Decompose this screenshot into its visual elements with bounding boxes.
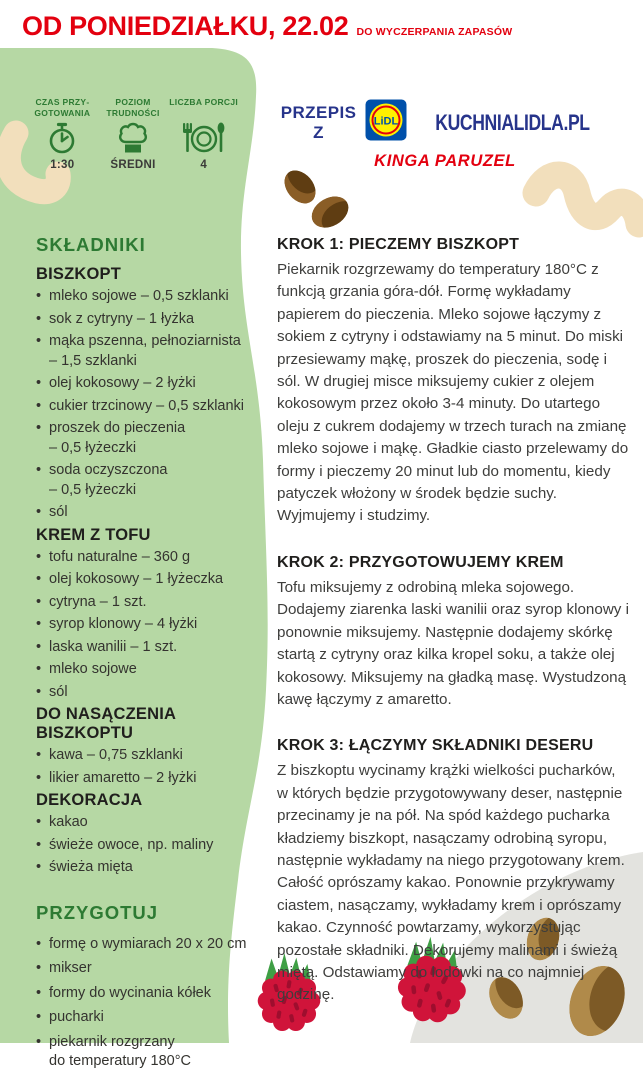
bullet: •	[36, 462, 42, 478]
list-item: • mąka pszenna, pełnoziarnista – 1,5 szklanki	[36, 333, 241, 369]
step-1	[277, 236, 629, 528]
bullet: •	[36, 747, 42, 763]
bullet: •	[36, 375, 42, 391]
bullet: •	[36, 836, 42, 853]
bullet: •	[36, 984, 42, 1001]
list-item: • mleko sojowe – 0,5 szklanki	[36, 287, 252, 307]
meta-difficulty	[98, 97, 169, 171]
meta-servings	[168, 97, 239, 171]
prepare-list	[36, 935, 252, 1072]
recipe-meta-row	[27, 97, 239, 171]
bullet: •	[36, 935, 42, 952]
list-item: • olej kokosowy – 2 łyżki	[36, 374, 252, 394]
list-item: • soda oczyszczona – 0,5 łyżeczki	[36, 462, 168, 498]
bullet: •	[36, 571, 42, 587]
lidl-logo-icon	[365, 99, 407, 146]
bullet: •	[36, 859, 42, 875]
bullet: •	[36, 420, 42, 436]
list-item: • sok z cytryny – 1 łyżka	[36, 310, 252, 330]
bullet: •	[36, 504, 42, 520]
list-item: • olej kokosowy – 1 łyżeczka	[36, 570, 252, 590]
list-item: • piekarnik rozgrzany do temperatury 180°C	[36, 1033, 192, 1069]
promo-title: OD PONIEDZIAŁKU, 22.02	[22, 11, 349, 41]
step-3	[277, 737, 629, 1006]
meta-value: ŚREDNI	[110, 159, 156, 171]
list-item: • mikser	[36, 959, 252, 979]
plate-cutlery-icon	[182, 120, 226, 156]
ingredients-column	[36, 234, 252, 1077]
group-name: KREM Z TOFU	[36, 525, 151, 544]
meta-label: POZIOM TRUDNOŚCI	[106, 97, 160, 119]
bullet: •	[36, 310, 42, 327]
list-item: • świeża mięta	[36, 858, 252, 878]
step-2	[277, 554, 629, 711]
step-body: Piekarnik rozgrzewamy do temperatury 180°C z funkcją grzania góra-dół. Formę wykładamy papierem do pieczenia. Mleko sojowe łączymy z sokiem z cytryny i odstawiamy na 5 minut. Do miski przesiewamy mąkę, proszek do pieczenia, sodę i sól. W drugiej misce miksujemy cukier z olejem kokosowym przez około 3-4 minuty. Do utartego oleju z cukrem dodajemy w trzech turach na zmianę mleko sojowe i mąkę. Gładkie ciasto przelewamy do formy i pieczemy 20 minut lub do momentu, kiedy patyczek włożony w środek będzie suchy. Wyjmujemy i studzimy.	[277, 261, 629, 525]
step-title: KROK 3: ŁĄCZYMY SKŁADNIKI DESERU	[277, 737, 594, 755]
bullet: •	[36, 814, 42, 830]
bullet: •	[36, 683, 42, 700]
bullet: •	[36, 397, 42, 414]
branding-block	[280, 99, 600, 171]
author-name: KINGA PARUZEL	[374, 152, 516, 170]
list-item: • sól	[36, 503, 252, 523]
stopwatch-icon	[46, 120, 78, 156]
ingredient-list	[36, 548, 252, 703]
list-item: • formę o wymiarach 20 x 20 cm	[36, 935, 252, 955]
group-name: BISZKOPT	[36, 265, 122, 283]
bullet: •	[36, 593, 42, 610]
svg-text:LiDL: LiDL	[374, 115, 399, 128]
list-item: • formy do wycinania kółek	[36, 984, 252, 1004]
step-body: Z biszkoptu wycinamy krążki wielkości pucharków, w których będzie przygotowywany deser, następnie przecinamy je na pół. Na spód każdego pucharka kładziemy biszkopt, nasączamy odrobiną syropu, następnie wykładamy na niego przygotowany krem. Całość oprószamy kakao. Ponownie przykrywamy ciastem, nasączamy, wykładamy krem i oprószamy kakao. Czynność powtarzamy, wykorzystując pozostałe składniki. Dekorujemy malinami i świeżą miętą. Odstawiamy do lodówki na co najmniej godzinę.	[277, 762, 625, 1004]
list-item: • syrop klonowy – 4 łyżki	[36, 615, 252, 635]
meta-value: 1:30	[50, 159, 75, 171]
meta-label: CZAS PRZYGOTOWANIA	[34, 97, 91, 119]
step-title: KROK 2: PRZYGOTOWUJEMY KREM	[277, 553, 564, 571]
list-item: • proszek do pieczenia – 0,5 łyżeczki	[36, 420, 186, 456]
steps-column	[277, 236, 629, 1033]
brand-row	[280, 99, 600, 146]
ingredient-list	[36, 813, 252, 878]
list-item: • cytryna – 1 szt.	[36, 593, 252, 613]
list-item: • cukier trzcinowy – 0,5 szklanki	[36, 397, 252, 417]
meta-label: LICZBA PORCJI	[169, 97, 239, 107]
list-item: • kakao	[36, 813, 252, 833]
ingredients-title: SKŁADNIKI	[36, 234, 146, 255]
promo-subtitle: DO WYCZERPANIA ZAPASÓW	[356, 26, 513, 38]
list-item: • świeże owoce, np. maliny	[36, 836, 252, 856]
step-body: Tofu miksujemy z odrobiną mleka sojowego. Dodajemy ziarenka laski wanilii oraz syrop klonowy i ponownie miksujemy. Następnie dodajemy skórkę startą z cytryny oraz kilka kropel soku, a także olej kokosowy. Miksujemy na gładką masę. Wystudzoną kawę łączymy z amaretto.	[277, 578, 629, 708]
brand-prefix: PRZEPIS Z	[280, 102, 357, 142]
bullet: •	[36, 288, 42, 304]
list-item: • tofu naturalne – 360 g	[36, 548, 252, 568]
bullet: •	[36, 1009, 42, 1025]
list-item: • kawa – 0,75 szklanki	[36, 746, 252, 766]
bullet: •	[36, 638, 42, 655]
promo-header	[22, 11, 512, 42]
meta-value: 4	[200, 159, 208, 171]
group-name: DO NASĄCZENIA BISZKOPTU	[36, 705, 176, 742]
bullet: •	[36, 960, 42, 976]
bullet: •	[36, 769, 42, 786]
group-name: DEKORACJA	[36, 791, 143, 809]
chef-hat-icon	[116, 120, 150, 156]
meta-prep-time	[27, 97, 98, 171]
ingredient-list	[36, 746, 252, 788]
list-item: • laska wanilii – 1 szt.	[36, 638, 252, 658]
bullet: •	[36, 1033, 42, 1050]
list-item: • sól	[36, 683, 252, 703]
step-title: KROK 1: PIECZEMY BISZKOPT	[277, 236, 520, 253]
bullet: •	[36, 333, 42, 349]
bullet: •	[36, 661, 42, 677]
bullet: •	[36, 548, 42, 565]
brand-site: KUCHNIALIDLA.PL	[435, 109, 590, 135]
ingredient-list	[36, 287, 252, 523]
list-item: • mleko sojowe	[36, 660, 252, 680]
list-item: • pucharki	[36, 1008, 252, 1028]
list-item: • likier amaretto – 2 łyżki	[36, 769, 252, 789]
prepare-title: PRZYGOTUJ	[36, 901, 159, 923]
bullet: •	[36, 616, 42, 632]
